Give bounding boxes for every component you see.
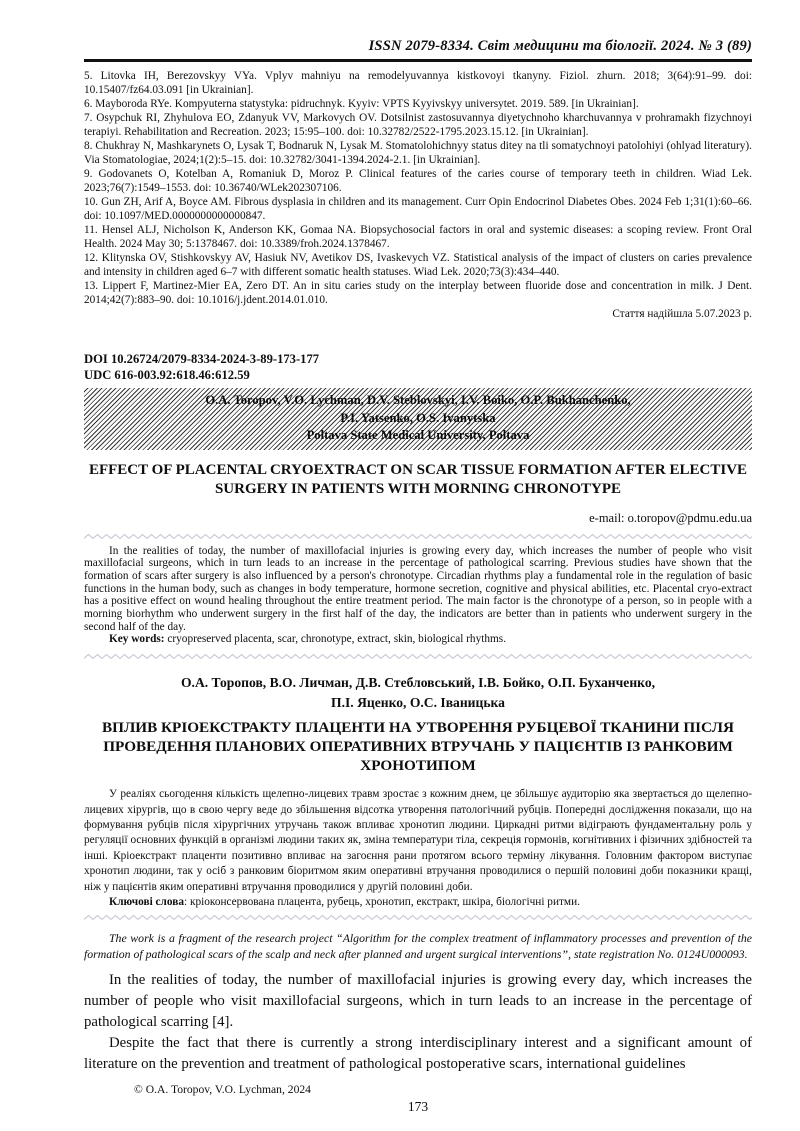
body-paragraph: In the realities of today, the number of maxillofacial injuries is growing every day, which increases the number of people who visit maxillofacial surgeons, which in turn leads to an increase in the percentage of pathological scarring [4]. <box>84 972 752 1030</box>
article-doi: DOI 10.26724/2079-8334-2024-3-89-173-177 <box>84 352 320 366</box>
reference-item: 12. Klitynska OV, Stishkovskyy AV, Hasiuk NV, Avetikov DS, Ivaskevych VZ. Statistical analysis of the impact of clusters on caries prevalence and intensity in children aged 6–7 with different somatic health statuses. Wiad Lek. 2020;73(3):434–440. <box>84 252 752 278</box>
authors-en-line: O.A. Toropov, V.O. Lychman, D.V. Steblovskyi, I.V. Boiko, O.P. Bukhanchenko, <box>205 393 631 407</box>
authors-en-line: P.I. Yatsenko, O.S. Ivanytska <box>340 410 496 425</box>
article-body <box>84 970 752 1074</box>
copyright-line: © O.A. Toropov, V.O. Lychman, 2024 <box>134 1083 311 1097</box>
journal-issn-header: ISSN 2079-8334. Світ медицини та біології. 2024. № 3 (89) <box>84 38 752 62</box>
keywords-uk-text: : кріоконсервована плацента, рубець, хронотип, екстракт, шкіра, біологічні ритми. <box>184 895 580 908</box>
keywords-en-text: cryopreserved placenta, scar, chronotype, extract, skin, biological rhythms. <box>167 633 507 646</box>
article-title-uk: ВПЛИВ КРІОЕКСТРАКТУ ПЛАЦЕНТИ НА УТВОРЕННЯ РУБЦЕВОЇ ТКАНИНИ ПІСЛЯ ПРОВЕДЕННЯ ПЛАНОВИХ ОПЕРАТИВНИХ ВТРУЧАНЬ У ПАЦІЄНТІВ ІЗ РАНКОВИМ ХРОНОТИПОМ <box>102 719 734 775</box>
authors-affiliation-box <box>84 388 752 450</box>
affiliation-en: Poltava State Medical University, Poltava <box>306 428 530 442</box>
doi-udc-block <box>84 352 752 383</box>
abstract-uk-text: У реаліях сьогодення кількість щелепно-лицевих травм зростає з кожним днем, це збільшує аудиторію яка звертається до щелепно-лицевих хірургів, що в свою чергу веде до збільшення відсотка утворення патологічний рубців. Попередні дослідження показали, що на формування рубців після хірургічних утручань також впливає хронотип людини. Циркадні ритми відіграють фундаментальну роль у регуляції основних функцій в організмі людини таких як, зміна температури тіла, секреція гормонів, когнітивних і фізичних здібностей та інші. Кріоекстракт плаценти позитивно впливає на загоєння рани протягом всього терміну лікування. Головним фактором виступає хронотип людини, так у осіб з ранковим біоритмом яким оперативні втручання проводилися о першій половині доби показники кращі, ніж у пацієнтів яким оперативні втручання проводилися у другій половині доби. <box>84 788 752 893</box>
work-fragment-note: The work is a fragment of the research project “Algorithm for the complex treatment of inflammatory processes and prevention of the formation of pathological scars of the scalp and neck after planned and urgent surgical interventions”, state registration No. 0124U000093. <box>84 931 752 961</box>
body-paragraph: Despite the fact that there is currently a strong interdisciplinary interest and a significant amount of literature on the prevention and treatment of pathological postoperative scars, international guidelines <box>84 1034 752 1072</box>
reference-item: 10. Gun ZH, Arif A, Boyce AM. Fibrous dysplasia in children and its management. Curr Opin Endocrinol Diabetes Obes. 2024 Feb 1;31(1):60–66. doi: 10.1097/MED.0000000000000847. <box>84 196 752 222</box>
reference-item: 9. Godovanets O, Kotelban A, Romaniuk D, Moroz P. Clinical features of the caries course of temporary teeth in children. Wiad Lek. 2023;76(7):1549–1553. doi: 10.36740/WLek202307106. <box>84 168 752 194</box>
zigzag-divider <box>84 914 752 921</box>
authors-uk <box>84 673 752 713</box>
author-email: e-mail: o.toropov@pdmu.edu.ua <box>589 510 752 525</box>
keywords-uk-label: Ключові слова <box>109 895 185 908</box>
reference-item: 7. Osypchuk RI, Zhyhulova EO, Zdanyuk VV, Markovych OV. Dotsilnist zastosuvannya diyetychnoho kharchuvannya v prohramakh fizychnoyi terapiyi. Rehabilitation and Recreation. 2023; 15:95–100. doi: 10.32782/2522-1795.2023.15.12. [in Ukrainian]. <box>84 112 752 138</box>
article-title-en: EFFECT OF PLACENTAL CRYOEXTRACT ON SCAR TISSUE FORMATION AFTER ELECTIVE SURGERY IN PATIENTS WITH MORNING CHRONOTYPE <box>88 461 748 497</box>
keywords-uk <box>84 895 752 910</box>
reference-item: 13. Lippert F, Martinez-Mier EA, Zero DT. An in situ caries study on the interplay between fluoride dose and concentration in milk. J Dent. 2014;42(7):883–90. doi: 10.1016/j.jdent.2014.01.010. <box>84 280 752 306</box>
zigzag-divider <box>84 653 752 660</box>
article-udc: UDC 616-003.92:618.46:612.59 <box>84 367 250 382</box>
keywords-en-label: Key words: <box>109 633 165 646</box>
reference-item: 11. Hensel ALJ, Nicholson K, Anderson KK, Gomaa NA. Biopsychosocial factors in oral and systemic diseases: a scoping review. Front Oral Health. 2024 May 30; 5:1378467. doi: 10.3389/froh.2024.1378467. <box>84 224 752 250</box>
abstract-uk-section <box>84 787 752 910</box>
reference-item: 6. Mayboroda RYe. Kompyuterna statystyka: pidruchnyk. Kyyiv: VPTS Kyyivskyy universytet. 2019. 589. [in Ukrainian]. <box>84 98 639 110</box>
references-list <box>84 69 752 307</box>
authors-uk-line: О.А. Торопов, В.О. Личман, Д.В. Стебловський, І.В. Бойко, О.П. Буханченко, <box>180 675 656 691</box>
zigzag-divider <box>84 533 752 540</box>
keywords-en <box>84 633 752 646</box>
article-received-date: Стаття надійшла 5.07.2023 р. <box>612 308 752 320</box>
abstract-en-text: In the realities of today, the number of maxillofacial injuries is growing every day, which increases the number of people who visit maxillofacial surgeons, which in turn leads to an increase in the percentage of pathological scarring. Previous studies have shown that the formation of scars after surgery is also influenced by a person's chronotype. Circadian rhythms play a fundamental role in the regulation of basic functions in the human body, such as changes in body temperature, hormone secretion, cognitive and physical abilities, etc. Placental cryo-extract has a positive effect on wound healing throughout the entire treatment period. The main factor is the chronotype of a person, so in people with a morning biorhythm who underwent surgery in the first half of the day, the indicators are better than in patients who underwent surgery in the second half of the day. <box>84 544 752 633</box>
abstract-en-section <box>84 545 752 647</box>
reference-item: 8. Chukhray N, Mashkarynets O, Lysak T, Bodnaruk N, Lysak M. Stomatolohichnyy status ditey na tli somatychnoyi patolohiyi (ohlyad literatury). Via Stomatologiae, 2024;1(2):5–15. doi: 10.32782/3041-1394.2024-2.1. [in Ukrainian]. <box>84 140 752 166</box>
reference-item: 5. Litovka IH, Berezovskyy VYa. Vplyv mahniyu na remodelyuvannya kistkovoyi tkanyny. Fiziol. zhurn. 2018; 3(64):91–99. doi: 10.15407/fz64.03.091 [in Ukrainian]. <box>84 70 752 96</box>
page-number: 173 <box>407 1099 429 1115</box>
authors-uk-line: П.І. Яценко, О.С. Іваницька <box>331 695 505 711</box>
